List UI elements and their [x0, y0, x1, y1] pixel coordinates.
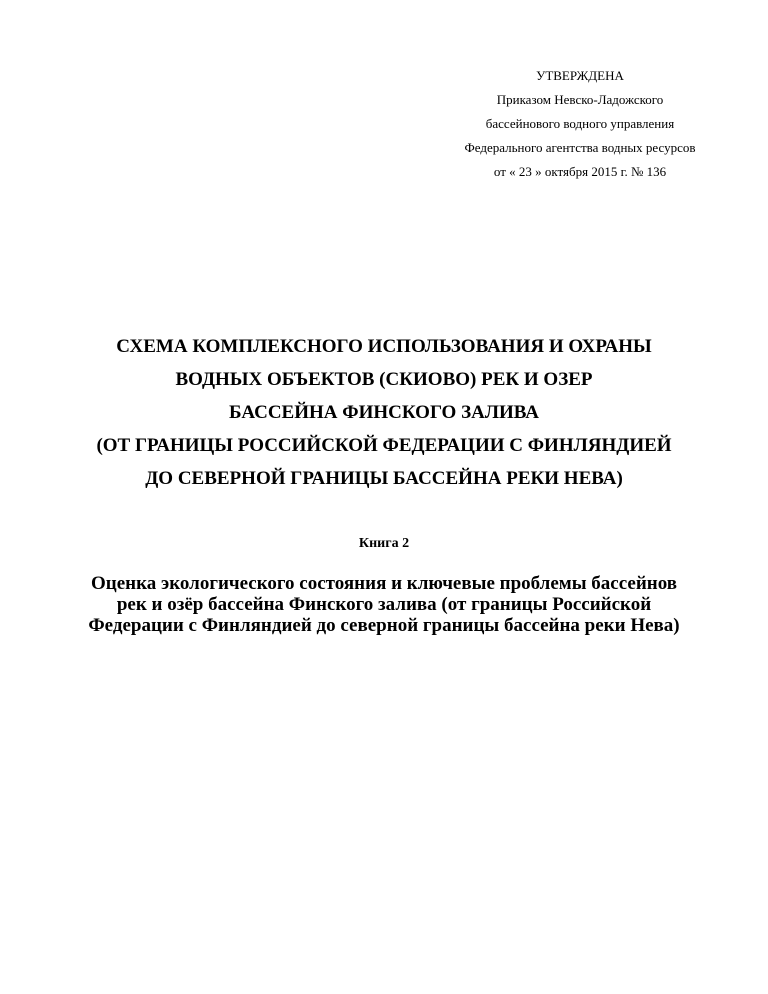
- title-line-4: (ОТ ГРАНИЦЫ РОССИЙСКОЙ ФЕДЕРАЦИИ С ФИНЛЯНДИЕЙ: [96, 435, 672, 456]
- approval-date-line: от « 23 » октября 2015 г. № 136: [493, 164, 667, 179]
- subtitle-line-2: рек и озёр бассейна Финского залива (от границы Российской: [116, 594, 652, 615]
- approval-block: [430, 64, 730, 184]
- title-line-5: ДО СЕВЕРНОЙ ГРАНИЦЫ БАССЕЙНА РЕКИ НЕВА): [145, 468, 623, 489]
- title-line-2: ВОДНЫХ ОБЪЕКТОВ (СКИОВО) РЕК И ОЗЕР: [175, 369, 593, 390]
- document-subtitle: [40, 573, 728, 636]
- document-title: [40, 330, 728, 495]
- title-line-1: СХЕМА КОМПЛЕКСНОГО ИСПОЛЬЗОВАНИЯ И ОХРАНЫ: [116, 336, 652, 357]
- approval-order-line: Приказом Невско-Ладожского: [496, 92, 664, 107]
- subtitle-line-3: Федерации с Финляндией до северной границы бассейна реки Нева): [88, 615, 680, 636]
- approval-heading: УТВЕРЖДЕНА: [536, 68, 624, 83]
- approval-federal-agency-line: Федерального агентства водных ресурсов: [464, 140, 696, 155]
- subtitle-line-1: Оценка экологического состояния и ключевые проблемы бассейнов: [90, 573, 677, 594]
- title-line-3: БАССЕЙНА ФИНСКОГО ЗАЛИВА: [229, 402, 539, 423]
- book-label: Книга 2: [358, 536, 410, 551]
- approval-agency-line: бассейнового водного управления: [485, 116, 675, 131]
